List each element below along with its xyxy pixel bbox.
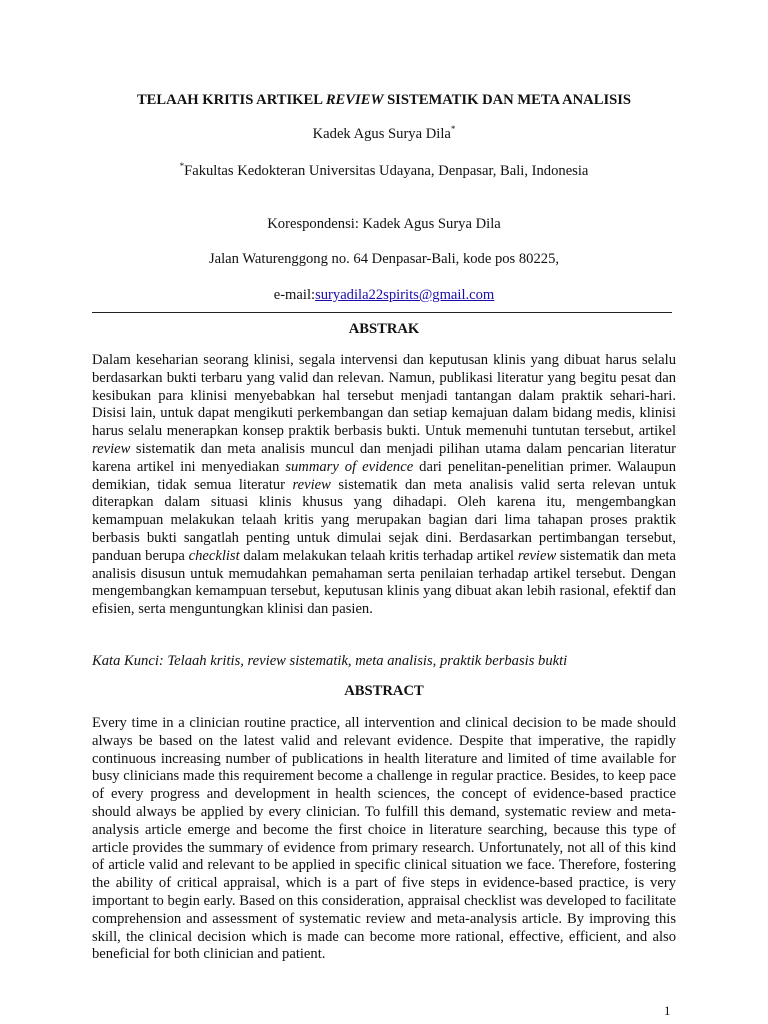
title-part: TELAAH KRITIS ARTIKEL <box>136 92 326 108</box>
author-name: Kadek Agus Surya Dila <box>312 126 451 142</box>
author-mark: * <box>450 124 456 134</box>
abstrak-paragraph <box>92 352 676 619</box>
abstrak-italic: checklist <box>188 547 240 564</box>
affiliation-line <box>92 162 676 180</box>
abstrak-text: Dalam keseharian seorang klinisi, segala intervensi dan keputusan klinis yang dibuat harus selalu berdasarkan bukti terbaru yang valid dan relevan. Namun, publikasi literatur yang begitu pesat dan kesibukan para klinisi menyebabkan hal tersebut menjadi tantangan dalam praktik sehari-hari. Disisi lain, untuk dapat mengikuti perkembangan dan setiap kemajuan dalam bidang medis, klinisi harus selalu menerapkan konsep praktik berbasis bukti. Untuk memenuhi tuntutan tersebut, artikel <box>92 352 676 440</box>
affiliation-mark: * <box>179 161 185 171</box>
abstrak-italic: review <box>92 440 131 457</box>
header-divider <box>92 312 672 313</box>
abstrak-text: sistematik dan meta analisis valid serta relevan untuk diterapkan dalam situasi klinis khusus yang dihadapi. Oleh karena itu, mengembangkan kemampuan melakukan telaah kritis yang merupakan bagian dari lima tahapan proses praktik berbasis bukti sangatlah penting untuk dimulai sejak dini. Berdasarkan pertimbangan tersebut, panduan berupa <box>92 476 676 564</box>
abstrak-text: dalam melakukan telaah kritis terhadap artikel <box>239 547 518 564</box>
abstrak-italic: review <box>517 547 557 564</box>
abstract-paragraph: Every time in a clinician routine practice, all intervention and clinical decision to be made should always be based on the latest valid and relevant evidence. Despite that imperative, the rapidly continuous increasing number of publications in health literature and limited of time available for busy clinicians made this requirement become a challenge in regular practice. Besides, to keep pace of every progress and development in health sciences, the concept of evidence-based practice should always be applied by every clinician. To fulfill this demand, systematic review and meta-analysis article emerge and become the first choice in literature searching, because this type of article provides the summary of evidence from primary research. Unfortunately, not all of this kind of article valid and relevant to be applied in specific clinical situation we face. Therefore, fostering the ability of critical appraisal, which is a part of five steps in evidence-based practice, is very important to begin early. Based on this consideration, appraisal checklist was developed to facilitate comprehension and assessment of systematic review and meta-analysis article. By improving this skill, the clinical decision which is made can become more rational, effective, efficient, and also beneficial for both clinician and patient. <box>92 715 676 963</box>
email-line <box>92 286 676 304</box>
affiliation-text: Fakultas Kedokteran Universitas Udayana, Denpasar, Bali, Indonesia <box>184 163 589 179</box>
article-title <box>92 91 676 109</box>
correspondence-line: Korespondensi: Kadek Agus Surya Dila <box>267 216 501 232</box>
abstrak-italic: review <box>292 476 331 493</box>
abstrak-text: sistematik dan meta analisis disusun untuk memudahkan pemahaman serta penilaian terhadap artikel tersebut. Dengan mengembangkan kemampuan tersebut, keputusan klinis yang dibuat akan lebih rasional, efektif dan efisien, serta menguntungkan klinisi dan pasien. <box>92 547 676 618</box>
title-italic: REVIEW <box>325 92 384 108</box>
abstrak-italic: summary of evidence <box>285 458 414 475</box>
email-label: e-mail: <box>273 287 316 303</box>
abstract-heading: ABSTRACT <box>344 683 424 699</box>
abstrak-text: sistematik dan meta analisis muncul dan menjadi pilihan utama dalam pencarian literatur karena artikel ini menyediakan <box>92 440 676 475</box>
address-line: Jalan Waturenggong no. 64 Denpasar-Bali, kode pos 80225, <box>208 251 560 267</box>
author-line <box>92 125 676 143</box>
abstrak-text: dari penelitan-penelitian primer. Walaupun demikian, tidak semua literatur <box>92 458 676 493</box>
title-part: SISTEMATIK DAN META ANALISIS <box>383 92 632 108</box>
email-link[interactable]: suryadila22spirits@gmail.com <box>315 287 495 303</box>
page-number: 1 <box>664 1003 671 1018</box>
abstrak-heading: ABSTRAK <box>348 321 420 337</box>
keywords-line: Kata Kunci: Telaah kritis, review sistematik, meta analisis, praktik berbasis bukti <box>92 653 568 669</box>
